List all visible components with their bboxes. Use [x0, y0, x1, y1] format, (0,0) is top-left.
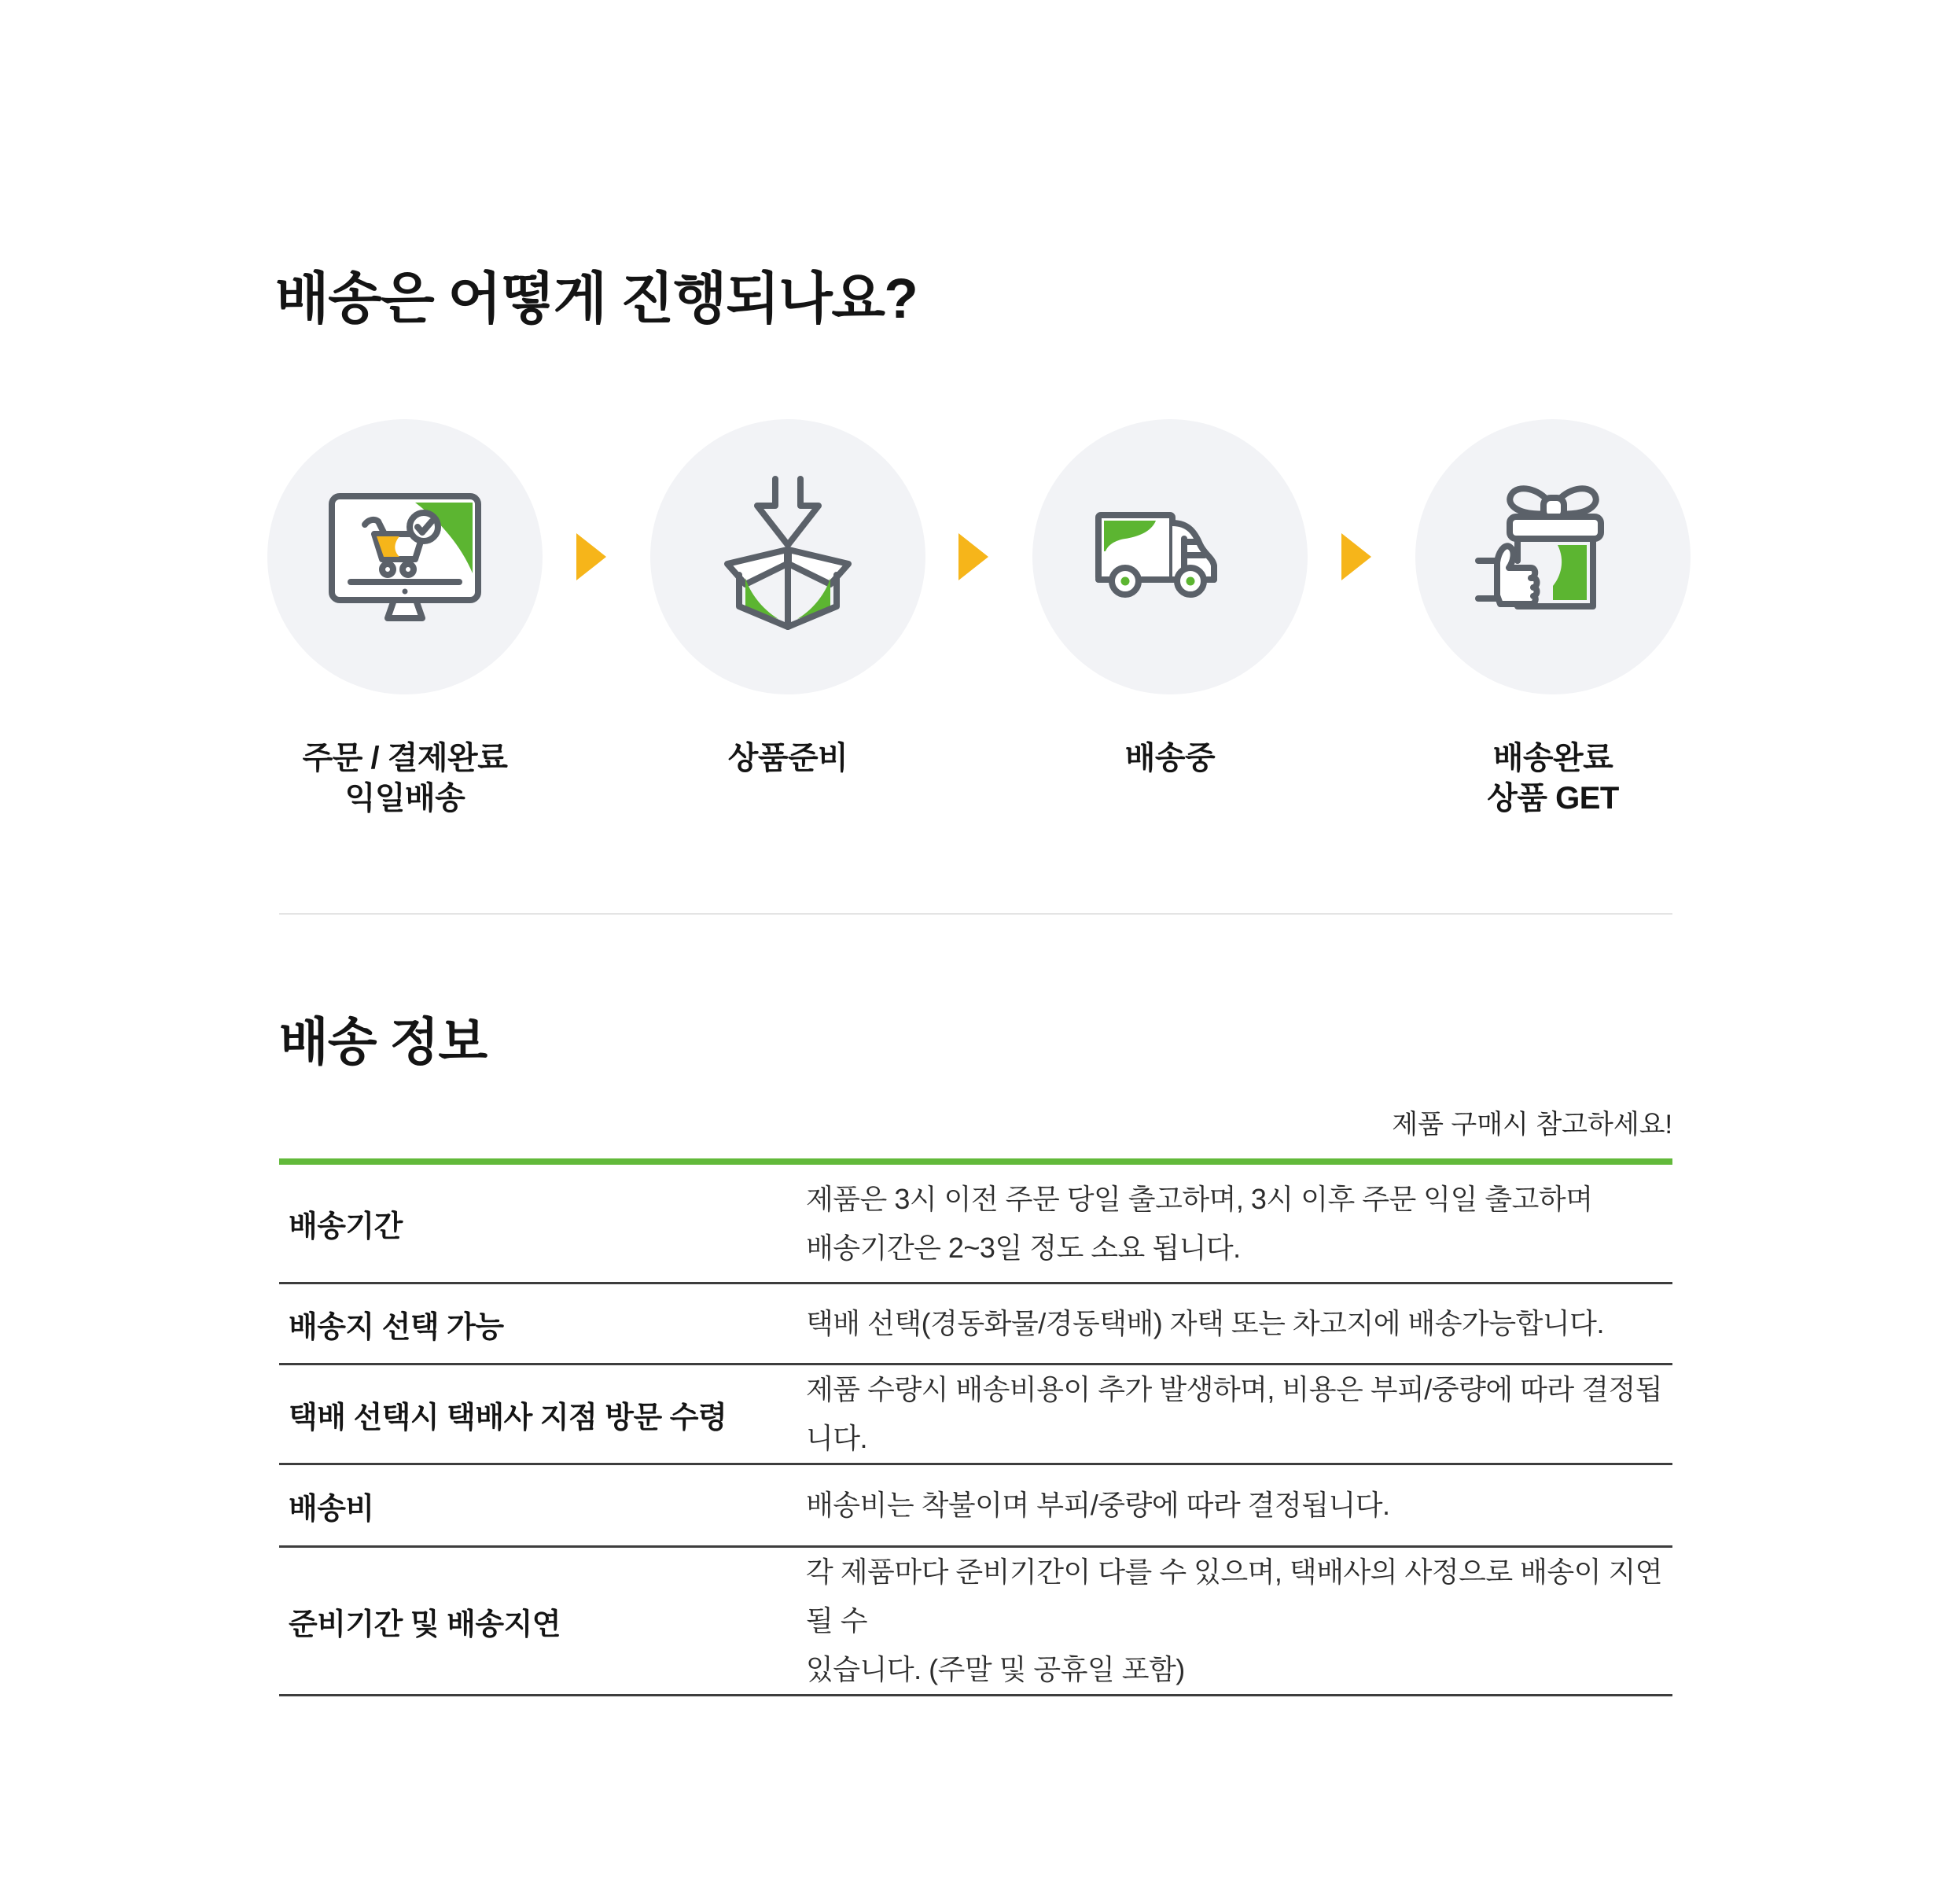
table-row — [279, 1365, 1672, 1465]
row-value — [806, 1481, 1672, 1530]
step-label-line: 상품준비 — [727, 741, 848, 775]
step-circle — [650, 419, 925, 694]
step-preparing — [650, 419, 925, 779]
row-value-line: 제품은 3시 이전 주문 당일 출고하며, 3시 이후 주문 익일 출고하며 — [806, 1182, 1593, 1215]
step-label-line: 익일배송 — [344, 781, 465, 816]
step-order — [267, 419, 543, 819]
step-circle — [1415, 419, 1691, 694]
row-value-line: 택배 선택(경동화물/경동택배) 자택 또는 차고지에 배송가능합니다. — [806, 1307, 1604, 1339]
row-value — [806, 1175, 1672, 1272]
row-label: 준비기간 및 배송지연 — [289, 1608, 561, 1641]
step-label-line: 상품 GET — [1487, 781, 1619, 816]
arrow-right-icon — [958, 533, 988, 580]
arrow-right-icon — [1341, 533, 1371, 580]
row-value-line: 배송기간은 2~3일 정도 소요 됩니다. — [806, 1231, 1241, 1264]
step-label-line: 배송중 — [1124, 741, 1216, 775]
step-delivered — [1415, 419, 1691, 819]
open-box-icon — [697, 466, 878, 647]
delivery-truck-icon — [1080, 466, 1260, 647]
monitor-cart-icon — [315, 466, 495, 647]
arrow-right-icon — [576, 533, 606, 580]
row-label: 배송기간 — [289, 1210, 403, 1243]
row-value — [806, 1548, 1672, 1694]
purchase-hint-text: 제품 구매시 참고하세요! — [1392, 1110, 1672, 1140]
table-row — [279, 1284, 1672, 1365]
row-value — [806, 1365, 1672, 1463]
row-value-line: 있습니다. (주말 및 공휴일 포함) — [806, 1653, 1185, 1685]
step-label — [650, 738, 925, 779]
step-label-line: 주문 / 결제완료 — [302, 741, 508, 775]
step-label — [267, 738, 543, 819]
page-title: 배송은 어떻게 진행되나요? — [275, 268, 918, 330]
row-value-line: 배송비는 착불이며 부피/중량에 따라 결정됩니다. — [806, 1489, 1390, 1521]
step-circle — [267, 419, 543, 694]
row-label: 택배 선택시 택배사 지점 방문 수령 — [289, 1401, 727, 1434]
step-circle — [1032, 419, 1308, 694]
delivery-info-table — [279, 1158, 1672, 1696]
table-row — [279, 1465, 1672, 1548]
table-row — [279, 1165, 1672, 1284]
table-row — [279, 1548, 1672, 1696]
section-title: 배송 정보 — [279, 1013, 488, 1070]
row-value — [806, 1299, 1672, 1348]
gift-thumbs-up-icon — [1462, 466, 1643, 647]
step-label — [1032, 738, 1308, 779]
row-label: 배송지 선택 가능 — [289, 1310, 504, 1344]
step-label — [1415, 738, 1691, 819]
row-label: 배송비 — [289, 1492, 374, 1526]
row-value-line: 제품 수량시 배송비용이 추가 발생하며, 비용은 부피/중량에 따라 결정됩니다. — [806, 1373, 1663, 1454]
step-shipping — [1032, 419, 1308, 779]
section-divider — [279, 913, 1672, 915]
step-label-line: 배송완료 — [1492, 741, 1613, 775]
row-value-line: 각 제품마다 준비기간이 다를 수 있으며, 택배사의 사정으로 배송이 지연 될 수 — [806, 1556, 1663, 1637]
